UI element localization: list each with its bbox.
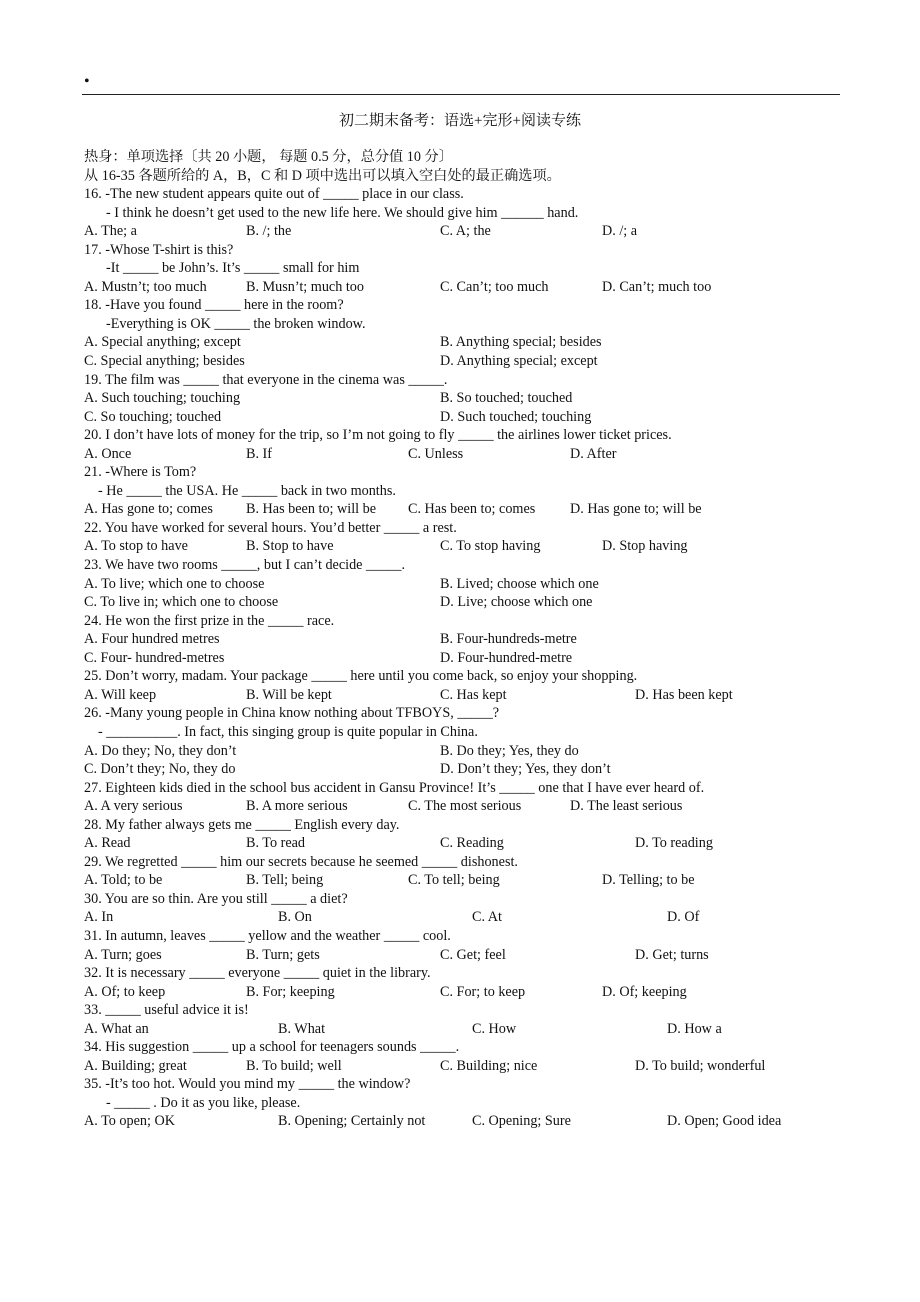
answer-option: B. Has been to; will be — [246, 501, 377, 518]
answer-option: B. To read — [246, 835, 306, 852]
answer-option: C. For; to keep — [440, 983, 526, 1000]
question-stem: 29. We regretted _____ him our secrets because he seemed _____ dishonest. — [84, 853, 518, 870]
answer-option: B. Turn; gets — [246, 946, 320, 963]
answer-option: A. Building; great — [84, 1057, 187, 1074]
question-stem: 21. -Where is Tom? — [84, 464, 197, 481]
question-stem: 19. The film was _____ that everyone in the cinema was _____. — [84, 371, 448, 388]
answer-option: A. To stop to have — [84, 538, 188, 555]
answer-option: D. Can’t; much too — [602, 278, 712, 295]
question-stem: 24. He won the first prize in the _____ race. — [84, 612, 335, 629]
question-stem: 22. You have worked for several hours. You’d better _____ a rest. — [84, 519, 457, 536]
question-stem: 16. -The new student appears quite out of _____ place in our class. — [84, 186, 464, 203]
question-stem: 32. It is necessary _____ everyone _____ quiet in the library. — [84, 965, 431, 982]
answer-option: C. Don’t they; No, they do — [84, 761, 236, 778]
options-row — [84, 278, 844, 297]
question-stem: 17. -Whose T-shirt is this? — [84, 241, 234, 258]
question-stem: 31. In autumn, leaves _____ yellow and the weather _____ cool. — [84, 927, 451, 944]
answer-option: A. Told; to be — [84, 872, 163, 889]
answer-option: D. Don’t they; Yes, they don’t — [440, 761, 611, 778]
answer-option: C. Special anything; besides — [84, 353, 245, 370]
options-row — [84, 908, 844, 927]
answer-option: D. Has gone to; will be — [570, 501, 702, 518]
options-row — [84, 742, 844, 761]
answer-option: D. Telling; to be — [602, 872, 695, 889]
answer-option: A. What an — [84, 1020, 149, 1037]
answer-option: B. Do they; Yes, they do — [440, 742, 579, 759]
question-stem: 18. -Have you found _____ here in the room? — [84, 297, 344, 314]
options-row — [84, 537, 844, 556]
options-row — [84, 649, 844, 668]
answer-option: D. Such touched; touching — [440, 408, 592, 425]
answer-option: A. Four hundred metres — [84, 631, 220, 648]
answer-option: A. Will keep — [84, 686, 157, 703]
answer-option: B. On — [278, 909, 312, 926]
section-instructions: 从 16-35 各题所给的 A，B，C 和 D 项中选出可以填入空白处的最正确选项。 — [84, 167, 561, 184]
header-rule — [82, 94, 840, 95]
answer-option: C. Opening; Sure — [472, 1113, 571, 1130]
answer-option: C. So touching; touched — [84, 408, 222, 425]
question-stem: 28. My father always gets me _____ English every day. — [84, 816, 400, 833]
exercise-content — [84, 148, 844, 1131]
question-dialogue-line: - I think he doesn’t get used to the new life here. We should give him ______ hand. — [106, 204, 579, 221]
answer-option: C. The most serious — [408, 798, 522, 815]
answer-option: D. Has been kept — [635, 686, 733, 703]
options-row — [84, 871, 844, 890]
question-dialogue-line: - __________. In fact, this singing group is quite popular in China. — [98, 723, 478, 740]
answer-option: A. Read — [84, 835, 131, 852]
answer-option: D. Get; turns — [635, 946, 709, 963]
options-row — [84, 445, 844, 464]
header-dot: • — [84, 73, 90, 90]
answer-option: A. In — [84, 909, 114, 926]
answer-option: C. Unless — [408, 445, 464, 462]
options-row — [84, 983, 844, 1002]
answer-option: C. A; the — [440, 223, 491, 240]
options-row — [84, 834, 844, 853]
options-row — [84, 946, 844, 965]
answer-option: A. To live; which one to choose — [84, 575, 265, 592]
question-stem: 20. I don’t have lots of money for the trip, so I’m not going to fly _____ the airlines lower ticket prices. — [84, 427, 672, 444]
answer-option: A. Of; to keep — [84, 983, 166, 1000]
page-title: 初二期末备考：语选+完形+阅读专练 — [339, 113, 581, 129]
answer-option: C. Building; nice — [440, 1057, 538, 1074]
answer-option: D. Of; keeping — [602, 983, 687, 1000]
options-row — [84, 408, 844, 427]
question-stem: 23. We have two rooms _____, but I can’t decide _____. — [84, 557, 406, 574]
answer-option: C. To live in; which one to choose — [84, 594, 279, 611]
answer-option: D. After — [570, 445, 617, 462]
question-dialogue-line: -Everything is OK _____ the broken window. — [106, 315, 366, 332]
answer-option: B. If — [246, 445, 273, 462]
answer-option: B. For; keeping — [246, 983, 335, 1000]
answer-option: B. What — [278, 1020, 326, 1037]
question-dialogue-line: - He _____ the USA. He _____ back in two months. — [98, 482, 396, 499]
question-stem: 27. Eighteen kids died in the school bus accident in Gansu Province! It’s _____ one that I have ever heard of. — [84, 779, 705, 796]
answer-option: C. How — [472, 1020, 517, 1037]
answer-option: B. Stop to have — [246, 538, 334, 555]
answer-option: B. Opening; Certainly not — [278, 1113, 426, 1130]
answer-option: C. Get; feel — [440, 946, 506, 963]
answer-option: D. To build; wonderful — [635, 1057, 766, 1074]
answer-option: B. To build; well — [246, 1057, 342, 1074]
options-row — [84, 389, 844, 408]
question-dialogue-line: -It _____ be John’s. It’s _____ small for him — [106, 260, 360, 277]
answer-option: B. Lived; choose which one — [440, 575, 599, 592]
question-list — [84, 185, 844, 1131]
answer-option: D. Four-hundred-metre — [440, 649, 573, 666]
answer-option: B. Musn’t; much too — [246, 278, 364, 295]
answer-option: C. To stop having — [440, 538, 541, 555]
section-heading: 热身：单项选择〔共 20 小题， 每题 0.5 分，总分值 10 分〕 — [84, 149, 453, 165]
answer-option: B. /; the — [246, 223, 292, 240]
answer-option: D. Stop having — [602, 538, 688, 555]
answer-option: D. The least serious — [570, 798, 683, 815]
question-stem: 35. -It’s too hot. Would you mind my _____ the window? — [84, 1076, 411, 1093]
question-stem: 33. _____ useful advice it is! — [84, 1002, 249, 1019]
answer-option: B. A more serious — [246, 798, 348, 815]
answer-option: C. To tell; being — [408, 872, 500, 889]
answer-option: B. Anything special; besides — [440, 334, 602, 351]
options-row — [84, 333, 844, 352]
answer-option: A. To open; OK — [84, 1113, 175, 1130]
options-row — [84, 1112, 844, 1131]
answer-option: B. Tell; being — [246, 872, 324, 889]
answer-option: D. Open; Good idea — [667, 1113, 782, 1130]
question-stem: 30. You are so thin. Are you still _____ a diet? — [84, 890, 348, 907]
options-row — [84, 630, 844, 649]
answer-option: D. To reading — [635, 835, 713, 852]
answer-option: D. Anything special; except — [440, 353, 598, 370]
answer-option: A. Turn; goes — [84, 946, 162, 963]
answer-option: A. A very serious — [84, 798, 183, 815]
answer-option: B. So touched; touched — [440, 390, 573, 407]
answer-option: D. How a — [667, 1020, 722, 1037]
options-row — [84, 575, 844, 594]
answer-option: A. The; a — [84, 223, 137, 240]
answer-option: A. Has gone to; comes — [84, 501, 213, 518]
answer-option: D. /; a — [602, 223, 638, 240]
question-stem: 25. Don’t worry, madam. Your package _____ here until you come back, so enjoy your shopping. — [84, 668, 638, 685]
options-row — [84, 1057, 844, 1076]
answer-option: D. Live; choose which one — [440, 594, 593, 611]
answer-option: B. Four-hundreds-metre — [440, 631, 577, 648]
options-row — [84, 686, 844, 705]
options-row — [84, 222, 844, 241]
options-row — [84, 797, 844, 816]
answer-option: C. At — [472, 909, 502, 926]
options-row — [84, 500, 844, 519]
question-dialogue-line: - _____ . Do it as you like, please. — [106, 1094, 301, 1111]
answer-option: B. Will be kept — [246, 686, 332, 703]
answer-option: A. Once — [84, 445, 132, 462]
options-row — [84, 352, 844, 371]
options-row — [84, 760, 844, 779]
answer-option: A. Do they; No, they don’t — [84, 742, 237, 759]
answer-option: D. Of — [667, 909, 700, 926]
answer-option: A. Special anything; except — [84, 334, 241, 351]
options-row — [84, 593, 844, 612]
answer-option: C. Has kept — [440, 686, 507, 703]
question-stem: 34. His suggestion _____ up a school for teenagers sounds _____. — [84, 1039, 460, 1056]
question-stem: 26. -Many young people in China know nothing about TFBOYS, _____? — [84, 705, 500, 722]
options-row — [84, 1020, 844, 1039]
answer-option: C. Four- hundred-metres — [84, 649, 225, 666]
answer-option: C. Can’t; too much — [440, 278, 549, 295]
answer-option: C. Reading — [440, 835, 504, 852]
answer-option: C. Has been to; comes — [408, 501, 536, 518]
answer-option: A. Mustn’t; too much — [84, 278, 207, 295]
answer-option: A. Such touching; touching — [84, 390, 241, 407]
